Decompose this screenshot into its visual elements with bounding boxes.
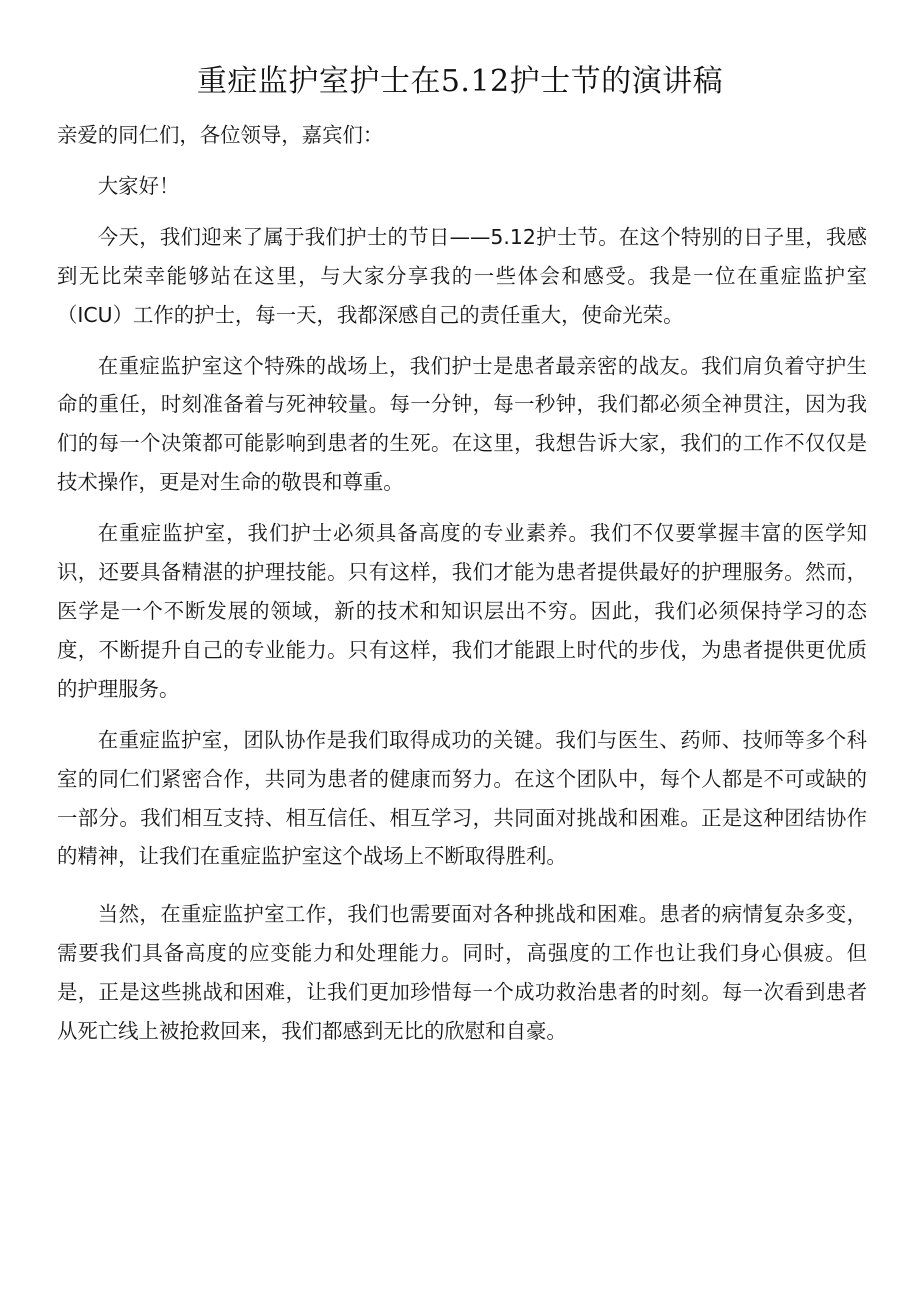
paragraph-battlefield: 在重症监护室这个特殊的战场上，我们护士是患者最亲密的战友。我们肩负着守护生命的重任，时刻准备着与死神较量。每一分钟，每一秒钟，我们都必须全神贯注，因为我们的每一个决策都可能影响到患者的生死。在这里，我想告诉大家，我们的工作不仅仅是技术操作，更是对生命的敬畏和尊重。 (57, 353, 867, 495)
paragraph-teamwork: 在重症监护室，团队协作是我们取得成功的关键。我们与医生、药师、技师等多个科室的同仁们紧密合作，共同为患者的健康而努力。在这个团队中，每个人都是不可或缺的一部分。我们相互支持、相互信任、相互学习，共同面对挑战和困难。正是这种团结协作的精神，让我们在重症监护室这个战场上不断取得胜利。 (57, 727, 867, 869)
document-body (57, 116, 867, 1051)
salutation: 亲爱的同仁们，各位领导，嘉宾们： (57, 123, 384, 147)
document-title: 重症监护室护士在5.12护士节的演讲稿 (196, 64, 724, 99)
paragraph-challenges: 当然，在重症监护室工作，我们也需要面对各种挑战和困难。患者的病情复杂多变，需要我们具备高度的应变能力和处理能力。同时，高强度的工作也让我们身心俱疲。但是，正是这些挑战和困难，让我们更加珍惜每一个成功救治患者的时刻。每一次看到患者从死亡线上被抢救回来，我们都感到无比的欣慰和自豪。 (57, 902, 867, 1044)
paragraph-intro: 今天，我们迎来了属于我们护士的节日——5.12护士节。在这个特别的日子里，我感到无比荣幸能够站在这里，与大家分享我的一些体会和感受。我是一位在重症监护室（ICU）工作的护士，每一天，我都深感自己的责任重大，使命光荣。 (57, 224, 867, 327)
greeting-line: 大家好！ (97, 173, 180, 198)
paragraph-professionalism: 在重症监护室，我们护士必须具备高度的专业素养。我们不仅要掌握丰富的医学知识，还要具备精湛的护理技能。只有这样，我们才能为患者提供最好的护理服务。然而，医学是一个不断发展的领域，新的技术和知识层出不穷。因此，我们必须保持学习的态度，不断提升自己的专业能力。只有这样，我们才能跟上时代的步伐，为患者提供更优质的护理服务。 (57, 521, 867, 701)
